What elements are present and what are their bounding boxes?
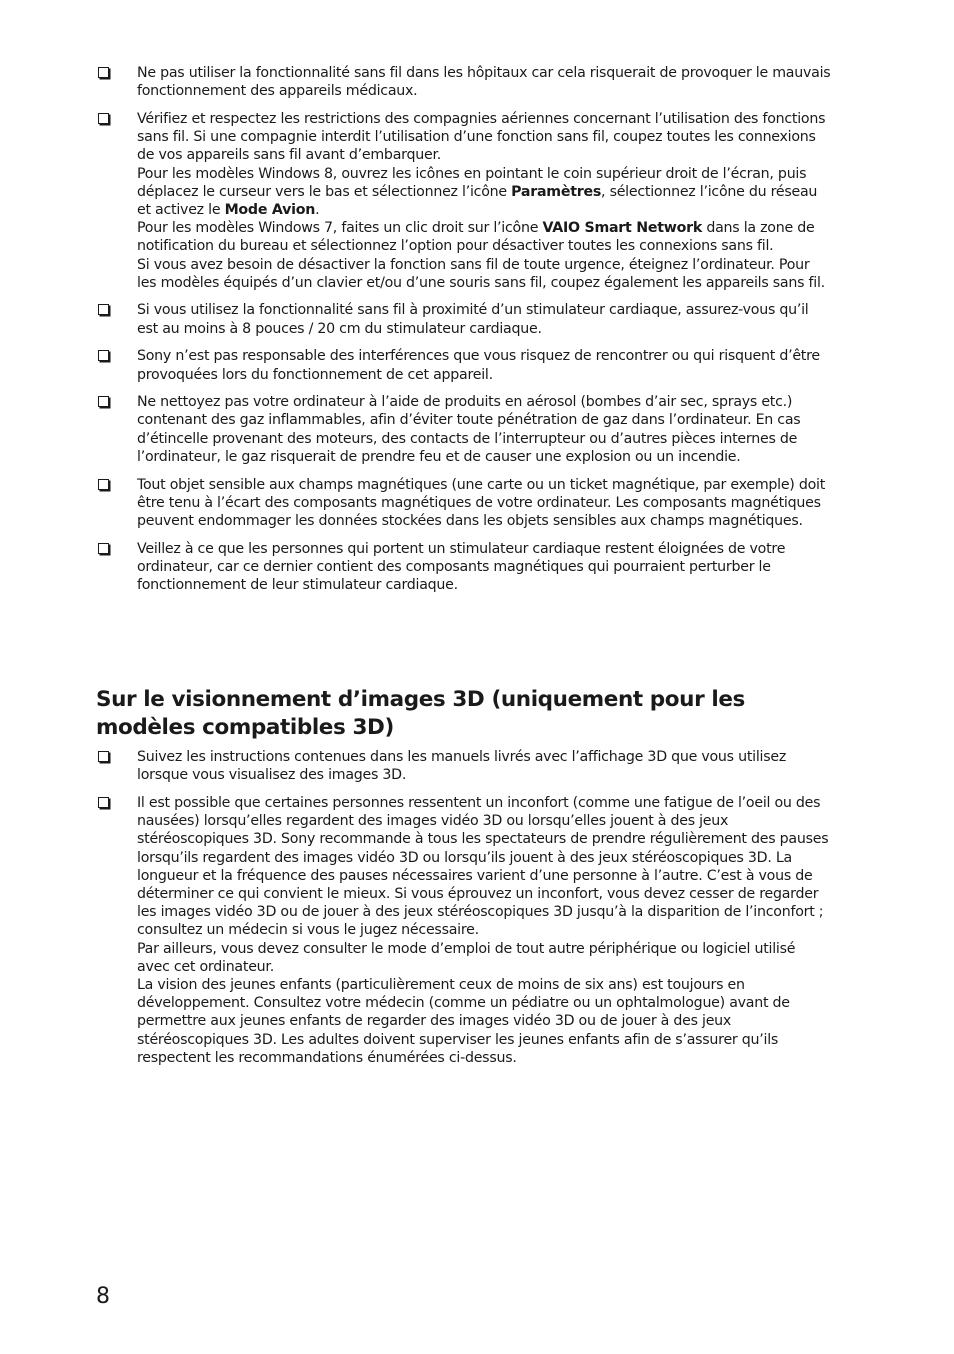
checkbox-bullet-icon — [98, 797, 109, 808]
item-text: Tout objet sensible aux champs magnétiques (une carte ou un ticket magnétique, par exemple) doit être tenu à l’écart des composants magnétiques de votre ordinateur. Les composants magnétiques peuvent endommager les données stockées dans les objets sensibles aux champs magnétiques. — [137, 476, 826, 529]
list-item — [96, 794, 832, 1067]
checkbox-bullet-icon — [98, 304, 109, 315]
settings-label: Paramètres — [511, 183, 602, 200]
list-item — [96, 393, 832, 466]
list-item — [96, 540, 832, 595]
list-item — [96, 476, 832, 531]
item-text: Pour les modèles Windows 7, faites un clic droit sur l’icône VAIO Smart Network dans la zone de notification du bureau et sélectionnez l’option pour désactiver toutes les connexions sans fil. — [137, 220, 815, 255]
list-item — [96, 748, 832, 784]
airplane-mode-label: Mode Avion — [224, 201, 316, 218]
item-text: Si vous utilisez la fonctionnalité sans fil à proximité d’un stimulateur cardiaque, assurez-vous qu’il est au moins à 8 pouces / 20 cm du stimulateur cardiaque. — [137, 302, 809, 337]
item-text: Pour les modèles Windows 8, ouvrez les icônes en pointant le coin supérieur droit de l’écran, puis déplacez le curseur vers le bas et sélectionnez l’icône Paramètres, sélectionnez l’icône du réseau et activez le Mode Avion. — [137, 165, 818, 218]
checkbox-bullet-icon — [98, 479, 109, 490]
checkbox-bullet-icon — [98, 543, 109, 554]
item-text: Ne nettoyez pas votre ordinateur à l’aide de produits en aérosol (bombes d’air sec, sprays etc.) contenant des gaz inflammables, afin d’éviter toute pénétration de gaz dans l’ordinateur. En cas d’étincelle provenant des moteurs, des contacts de l’interrupteur ou d’autres pièces internes de l’ordinateur, le gaz risquerait de prendre feu et de causer une explosion ou un incendie. — [137, 394, 801, 465]
checkbox-bullet-icon — [98, 350, 109, 361]
list-item — [96, 347, 832, 383]
checkbox-bullet-icon — [98, 396, 109, 407]
item-text: Suivez les instructions contenues dans les manuels livrés avec l’affichage 3D que vous utilisez lorsque vous visualisez des images 3D. — [137, 749, 787, 784]
safety-list-3d — [96, 748, 832, 1076]
checkbox-bullet-icon — [98, 751, 109, 762]
item-text: Ne pas utiliser la fonctionnalité sans fil dans les hôpitaux car cela risquerait de provoquer le mauvais fonctionnement des appareils médicaux. — [137, 65, 831, 100]
list-item — [96, 64, 832, 100]
checkbox-bullet-icon — [98, 113, 109, 124]
item-text: Vérifiez et respectez les restrictions des compagnies aériennes concernant l’utilisation des fonctions sans fil. Si une compagnie interdit l’utilisation d’une fonction sans fil, coupez toutes les connexions de vos appareils sans fil avant d’embarquer. — [137, 110, 826, 164]
item-text: Si vous avez besoin de désactiver la fonction sans fil de toute urgence, éteignez l’ordinateur. Pour les modèles équipés d’un clavier et/ou d’une souris sans fil, coupez également les appareils sans fil. — [137, 256, 825, 291]
list-item — [96, 301, 832, 337]
safety-list-wireless — [96, 64, 832, 604]
section-heading-3d: Sur le visionnement d’images 3D (uniquement pour les modèles compatibles 3D) — [96, 687, 745, 740]
item-text: Par ailleurs, vous devez consulter le mode d’emploi de tout autre périphérique ou logiciel utilisé avec cet ordinateur. — [137, 940, 796, 975]
item-text: Veillez à ce que les personnes qui portent un stimulateur cardiaque restent éloignées de votre ordinateur, car ce dernier contient des composants magnétiques qui pourraient perturber le fonctionnement de leur stimulateur cardiaque. — [137, 540, 786, 594]
item-text: Il est possible que certaines personnes ressentent un inconfort (comme une fatigue de l’oeil ou des nausées) lorsqu’elles regardent des images vidéo 3D ou lorsqu’elles jouent à des jeux stéréoscopiques 3D. Sony recommande à tous les spectateurs de prendre régulièrement des pauses lorsqu’ils regardent des images vidéo 3D ou lorsqu’ils jouent à des jeux stéréoscopiques 3D. La longueur et la fréquence des pauses nécessaires varient d’une personne à l’autre. C’est à vous de déterminer ce qui convient le mieux. Si vous éprouvez un inconfort, vous devez cesser de regarder les images vidéo 3D ou de jouer à des jeux stéréoscopiques 3D jusqu’à la disparition de l’inconfort ; consultez un médecin si vous le jugez nécessaire. — [137, 794, 829, 939]
item-text: La vision des jeunes enfants (particulièrement ceux de moins de six ans) est toujours en développement. Consultez votre médecin (comme un pédiatre ou un ophtalmologue) avant de permettre aux jeunes enfants de regarder des images vidéo 3D ou de jouer à des jeux stéréoscopiques 3D. Les adultes doivent superviser les jeunes enfants afin de s’assurer qu’ils respectent les recommandations énumérées ci-dessus. — [137, 976, 790, 1066]
checkbox-bullet-icon — [98, 67, 109, 78]
vaio-smart-network-label: VAIO Smart Network — [542, 220, 703, 237]
item-text: Sony n’est pas responsable des interférences que vous risquez de rencontrer ou qui risquent d’être provoquées lors du fonctionnement de cet appareil. — [137, 348, 820, 383]
list-item — [96, 110, 832, 292]
page-number: 8 — [96, 1284, 110, 1309]
